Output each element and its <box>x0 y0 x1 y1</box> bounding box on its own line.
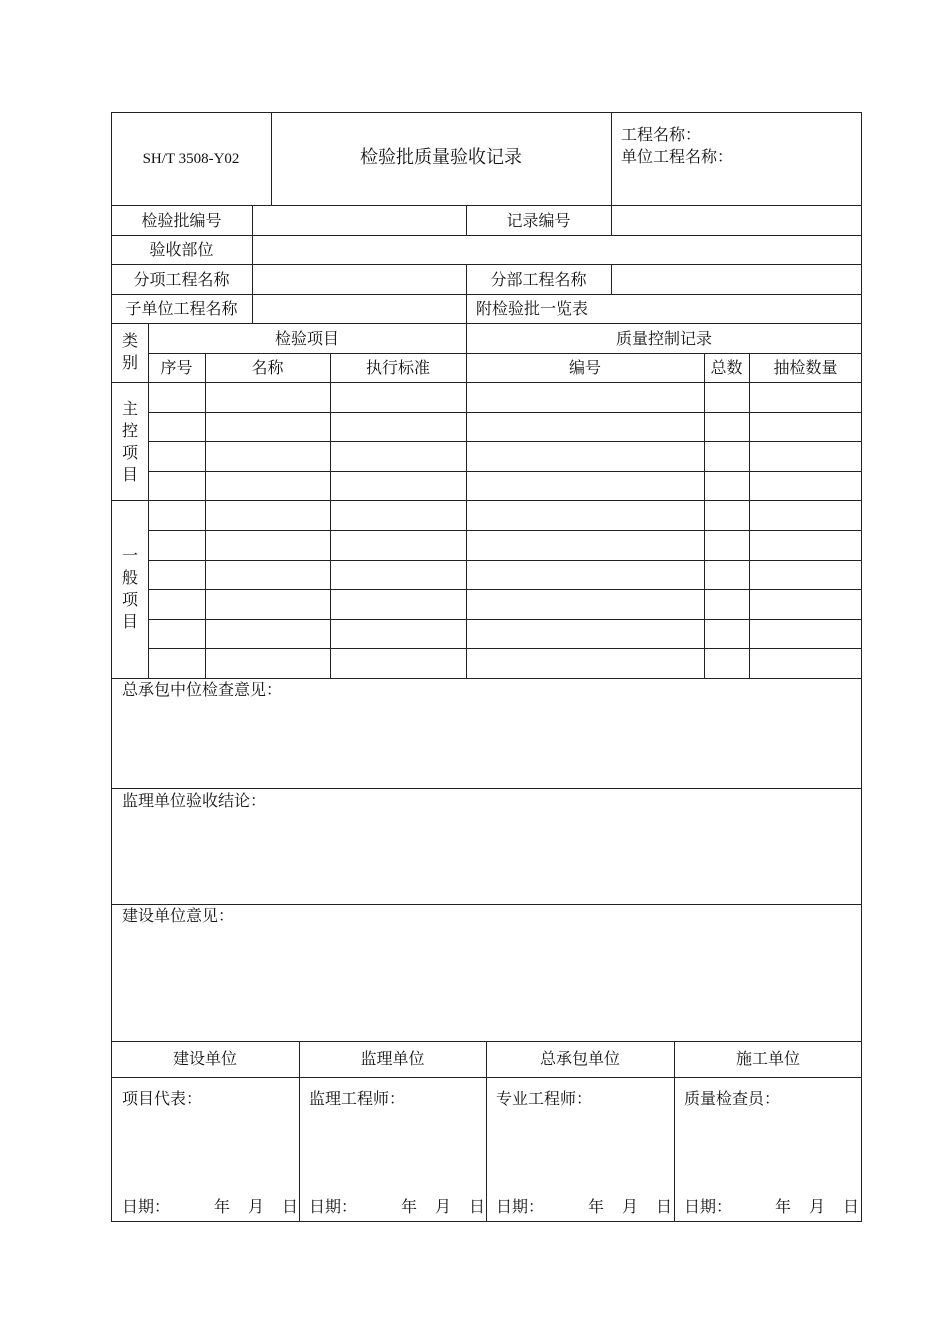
divider <box>330 353 331 678</box>
role-professional-engineer: 专业工程师： <box>496 1089 593 1108</box>
sub-unit-name-field[interactable] <box>253 295 465 322</box>
batch-no-field[interactable] <box>253 206 465 234</box>
table-row <box>148 412 862 413</box>
month-label: 月 <box>622 1197 639 1216</box>
table-row <box>148 648 862 649</box>
day-label: 日 <box>656 1197 673 1216</box>
day-label: 日 <box>469 1197 486 1216</box>
sign-unit-supervision: 监理单位 <box>360 1049 425 1068</box>
day-label: 日 <box>282 1197 299 1216</box>
record-no-field[interactable] <box>612 206 861 234</box>
divider <box>111 788 862 789</box>
year-label: 年 <box>214 1197 231 1216</box>
divider <box>111 904 862 905</box>
month-label: 月 <box>809 1197 826 1216</box>
date-label: 日期： <box>496 1197 545 1216</box>
divider <box>111 1077 862 1078</box>
divider <box>611 112 612 205</box>
divider <box>148 353 862 354</box>
form-title: 检验批质量验收记录 <box>360 147 522 168</box>
day-label: 日 <box>843 1197 860 1216</box>
table-row <box>148 441 862 442</box>
col-number-header: 编号 <box>568 358 601 377</box>
category-label: 类别 <box>121 331 138 372</box>
divider <box>205 353 206 678</box>
sub-item-name-field[interactable] <box>253 265 465 293</box>
supervision-conclusion-label: 监理单位验收结论： <box>122 791 267 810</box>
general-items-label: 一般项目 <box>121 546 138 631</box>
divider <box>749 353 750 678</box>
sub-item-name-label: 分项工程名称 <box>133 270 230 289</box>
acceptance-part-field[interactable] <box>253 236 861 263</box>
batch-no-label: 检验批编号 <box>141 211 222 230</box>
sign-unit-construction: 施工单位 <box>735 1049 800 1068</box>
year-label: 年 <box>401 1197 418 1216</box>
divider <box>111 500 862 501</box>
col-standard-header: 执行标准 <box>365 358 430 377</box>
divider <box>674 1041 675 1222</box>
sign-unit-contractor: 总承包单位 <box>539 1049 620 1068</box>
sign-unit-owner: 建设单位 <box>172 1049 237 1068</box>
divider <box>111 294 862 295</box>
year-label: 年 <box>775 1197 792 1216</box>
standard-code: SH/T 3508-Y02 <box>142 151 240 167</box>
unit-project-name-label: 单位工程名称： <box>621 147 734 166</box>
owner-opinion-field[interactable] <box>112 927 861 1039</box>
col-name-header: 名称 <box>251 358 284 377</box>
col-total-header: 总数 <box>710 358 743 377</box>
divider <box>299 1041 300 1222</box>
role-project-representative: 项目代表： <box>122 1089 203 1108</box>
col-sample-header: 抽检数量 <box>773 358 838 377</box>
contractor-opinion-field[interactable] <box>112 700 861 786</box>
role-quality-inspector: 质量检查员： <box>684 1089 781 1108</box>
table-row <box>148 619 862 620</box>
month-label: 月 <box>248 1197 265 1216</box>
sub-unit-name-label: 子单位工程名称 <box>125 299 238 318</box>
contractor-opinion-label: 总承包中位检查意见： <box>122 680 283 699</box>
divider <box>704 353 705 678</box>
record-no-label: 记录编号 <box>506 211 571 230</box>
quality-record-label: 质量控制记录 <box>615 329 712 348</box>
month-label: 月 <box>435 1197 452 1216</box>
table-row <box>148 589 862 590</box>
main-items-label: 主控项目 <box>121 399 138 484</box>
year-label: 年 <box>588 1197 605 1216</box>
col-seq-header: 序号 <box>160 358 193 377</box>
owner-opinion-label: 建设单位意见： <box>122 906 235 925</box>
attached-list-label: 附检验批一览表 <box>476 299 589 318</box>
division-name-field[interactable] <box>612 265 861 293</box>
inspection-item-label: 检验项目 <box>274 329 339 348</box>
supervision-conclusion-field[interactable] <box>112 812 861 902</box>
table-row <box>148 530 862 531</box>
divider <box>486 1041 487 1222</box>
date-label: 日期： <box>309 1197 358 1216</box>
role-supervision-engineer: 监理工程师： <box>309 1089 406 1108</box>
date-label: 日期： <box>122 1197 171 1216</box>
table-row <box>148 471 862 472</box>
table-row <box>148 560 862 561</box>
acceptance-part-label: 验收部位 <box>149 240 214 259</box>
divider <box>111 678 862 679</box>
division-name-label: 分部工程名称 <box>490 270 587 289</box>
divider <box>111 323 862 324</box>
project-name-label: 工程名称： <box>621 125 702 144</box>
date-label: 日期： <box>684 1197 733 1216</box>
